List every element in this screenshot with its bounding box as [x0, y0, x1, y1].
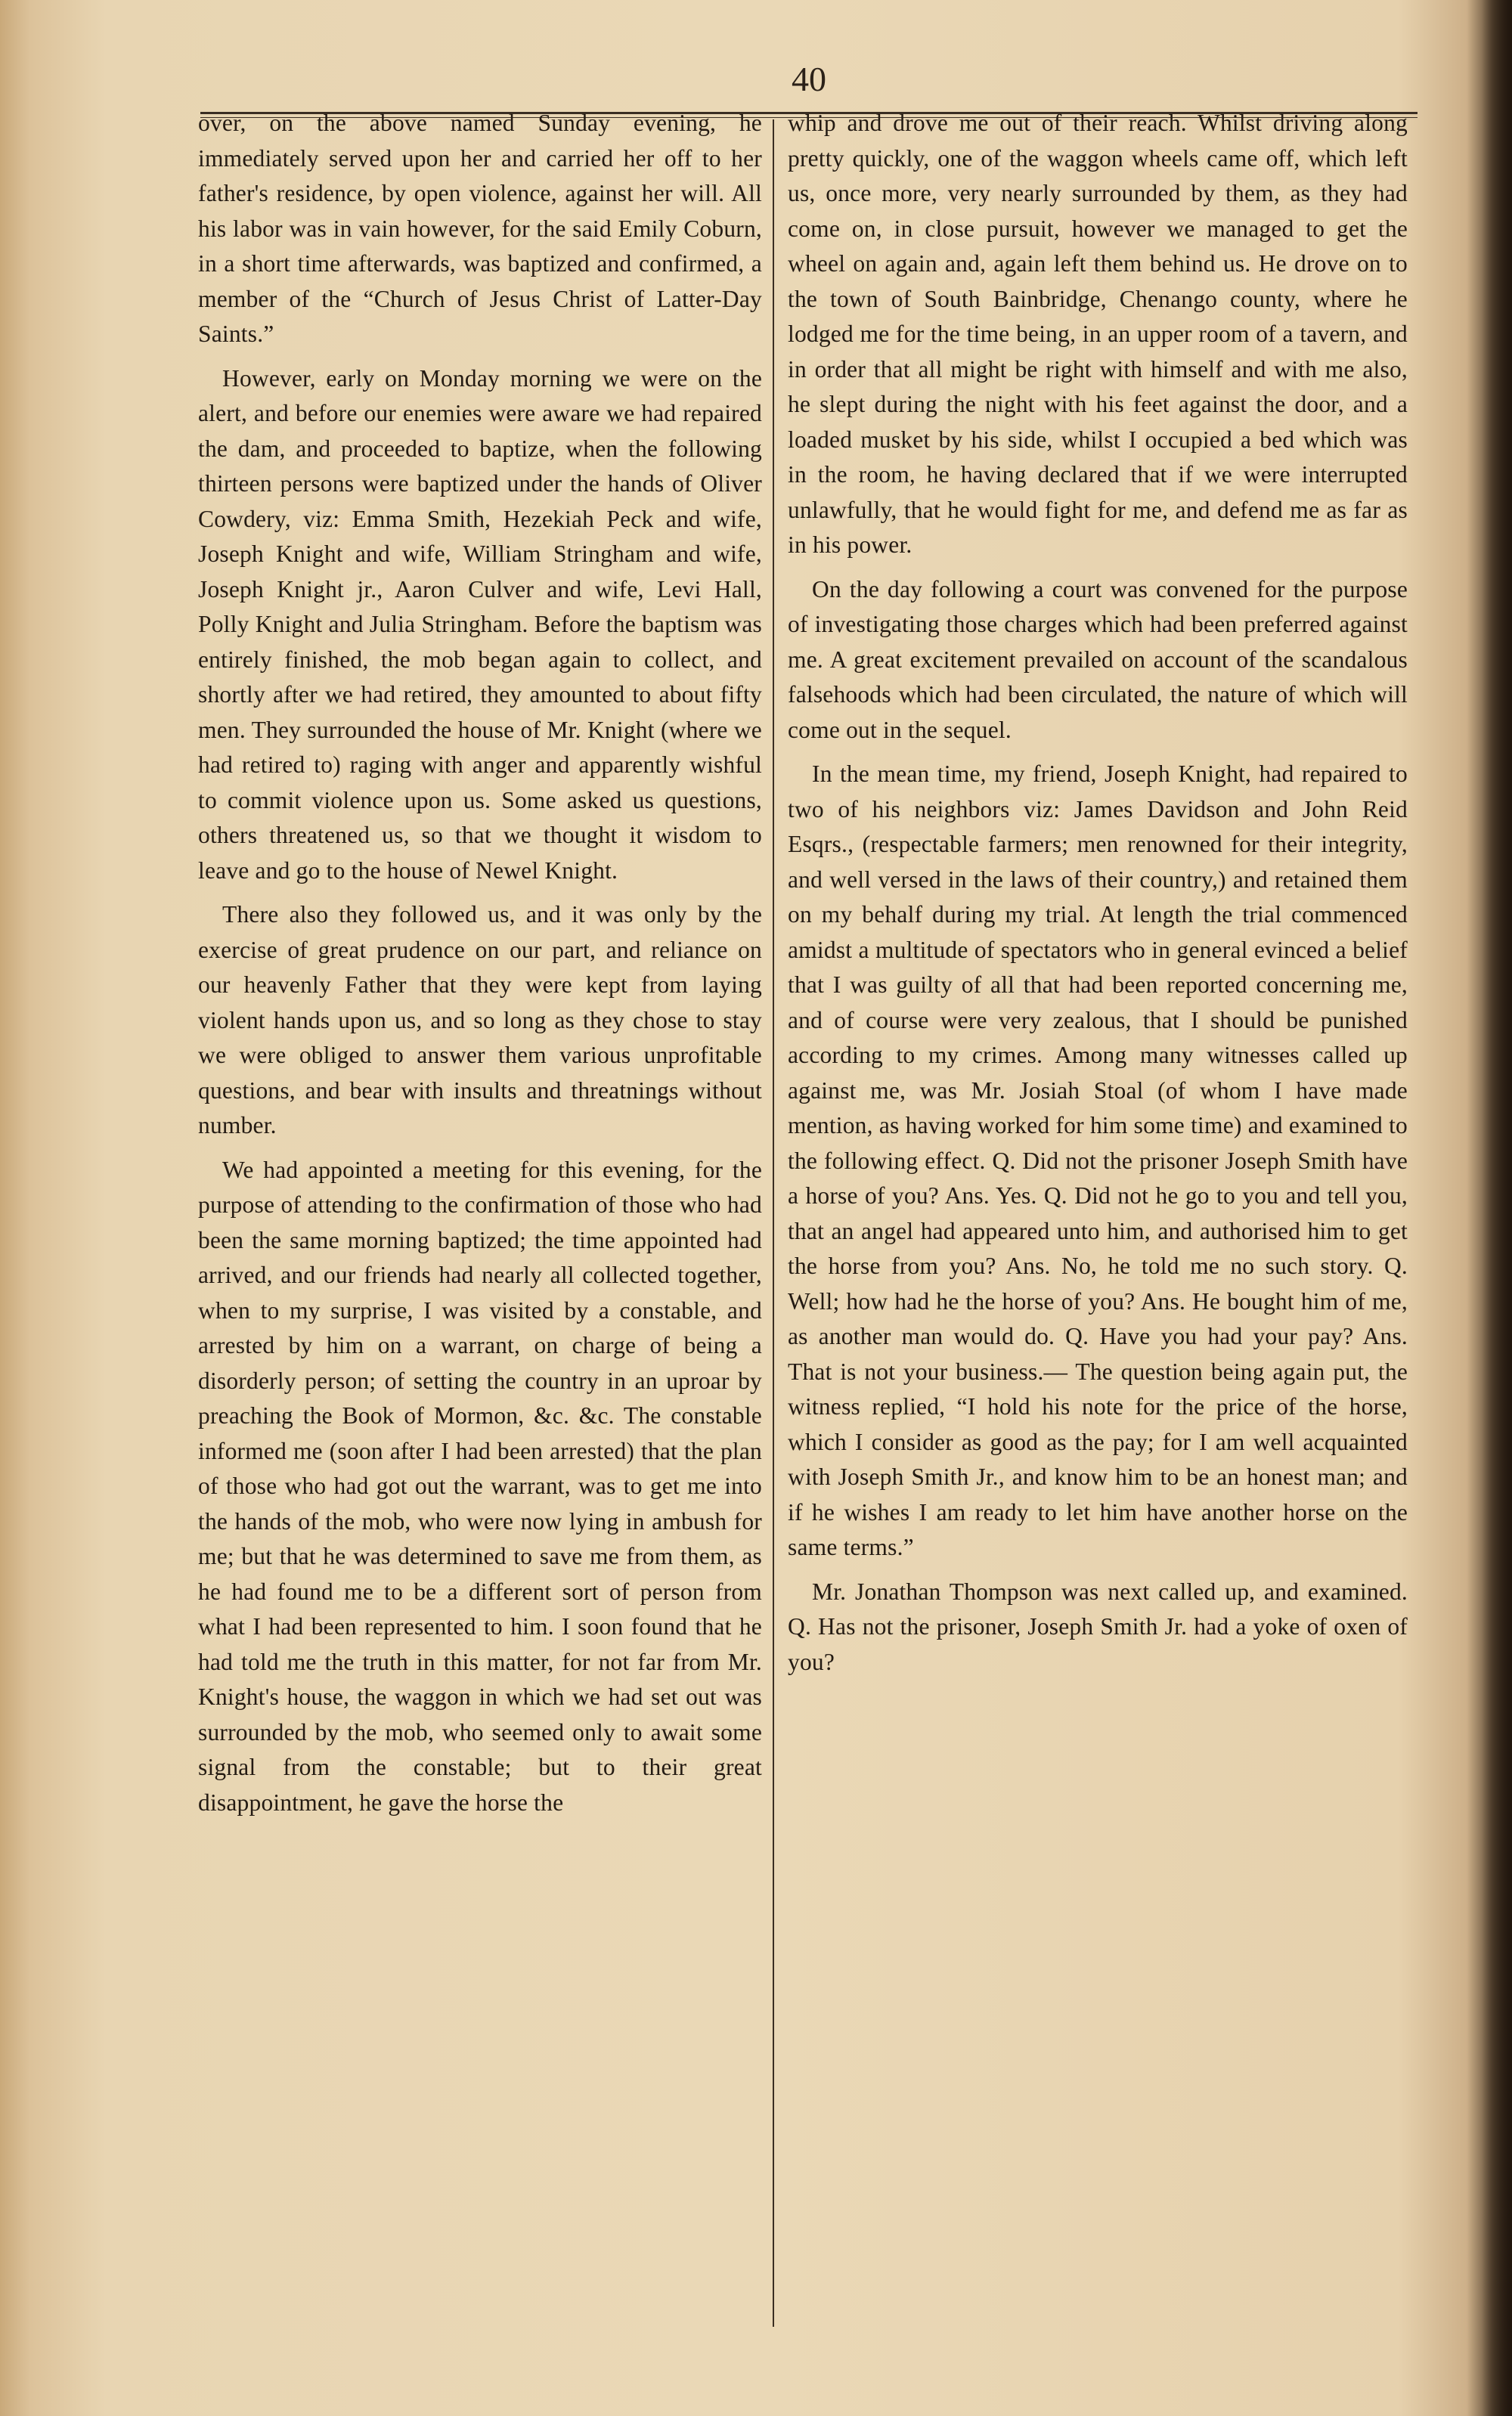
right-paragraph-2: On the day following a court was convened for the purpose of investigating those charges which had been preferred against me. A great excitement prevailed on account of the scandalous falsehoods which had been circulated, the nature of which will come out in the sequel.	[788, 575, 1408, 743]
left-paragraph-2: However, early on Monday morning we were on the alert, and before our enemies were aware we had repaired the dam, and proceeded to baptize, when the following thirteen persons were baptized under the hands of Oliver Cowdery, viz: Emma Smith, Hezekiah Peck and wife, Joseph Knight and wife, William Stringham and wife, Joseph Knight jr., Aaron Culver and wife, Levi Hall, Polly Knight and Julia Stringham. Before the baptism was entirely finished, the mob began again to collect, and shortly after we had retired, they amounted to about fifty men. They surrounded the house of Mr. Knight (where we had retired to) raging with anger and apparently wishful to commit violence upon us. Some asked us questions, others threatened us, so that we thought it wisdom to leave and go to the house of Newel Knight.	[198, 364, 762, 884]
left-paragraph-3: There also they followed us, and it was only by the exercise of great prudence on our part, and reliance on our heavenly Father that they were kept from laying violent hands upon us, and so long as they chose to stay we were obliged to answer them various unprofitable questions, and bear with insults and threatnings without number.	[198, 901, 762, 1138]
left-column	[198, 106, 762, 1829]
left-paragraph-4: We had appointed a meeting for this evening, for the purpose of attending to the confirmation of those who had been the same morning baptized; the time appointed had arrived, and our friends had nearly all collected together, when to my surprise, I was visited by a constable, and arrested by him on a warrant, on charge of being a disorderly person; of setting the country in an uproar by preaching the Book of Mormon, &c. &c. The constable informed me (soon after I had been arrested) that the plan of those who had got out the warrant, was to get me into the hands of the mob, who were now lying in ambush for me; but that he was determined to save me from them, as he had found me to be a different sort of person from what I had been represented to him. I soon found that he had told me the truth in this matter, for not far from Mr. Knight's house, the waggon in which we had set out was surrounded by the mob, who seemed only to await some signal from the constable; but to their great disappointment, he gave the horse the	[198, 1156, 762, 1816]
column-divider	[773, 119, 774, 2327]
left-paragraph-1: over, on the above named Sunday evening, he immediately served upon her and carried her off to her father's residence, by open violence, against her will. All his labor was in vain however, for the said Emily Coburn, in a short time afterwards, was baptized and confirmed, a member of the “Church of Jesus Christ of Latter-Day Saints.”	[198, 110, 762, 347]
binding-gutter	[1482, 0, 1512, 2416]
right-paragraph-3: In the mean time, my friend, Joseph Knight, had repaired to two of his neighbors viz: James Davidson and John Reid Esqrs., (respectable farmers; men renowned for their integrity, and well versed in the laws of their country,) and retained them on my behalf during my trial. At length the trial commenced amidst a multitude of spectators who in general evinced a belief that I was guilty of all that had been reported concerning me, and of course were very zealous, that I should be punished according to my crimes. Among many witnesses called up against me, was Mr. Josiah Stoal (of whom I have made mention, as having worked for him some time) and examined to the following effect. Q. Did not the prisoner Joseph Smith have a horse of you? Ans. Yes. Q. Did not he go to you and tell you, that an angel had appeared unto him, and authorised him to get the horse from you? Ans. No, he told me no such story. Q. Well; how had he the horse of you? Ans. He bought him of me, as another man would do. Q. Have you had your pay? Ans. That is not your business.— The question being again put, the witness replied, “I hold his note for the price of the horse, which I consider as good as the pay; for I am well acquainted with Joseph Smith Jr., and know him to be an honest man; and if he wishes I am ready to let him have another horse on the same terms.”	[788, 760, 1408, 1560]
right-paragraph-1: whip and drove me out of their reach. Whilst driving along pretty quickly, one of the waggon wheels came off, which left us, once more, very nearly surrounded by them, as they had come on, in close pursuit, however we managed to get the wheel on again and, again left them behind us. He drove on to the town of South Bainbridge, Chenango county, where he lodged me for the time being, in an upper room of a tavern, and in order that all might be right with himself and with me also, he slept during the night with his feet against the door, and a loaded musket by his side, whilst I occupied a bed which was in the room, he having declared that if we were interrupted unlawfully, that he would fight for me, and defend me as far as in his power.	[788, 110, 1408, 558]
page-number: 40	[792, 60, 826, 98]
right-column	[788, 106, 1408, 1689]
right-paragraph-4: Mr. Jonathan Thompson was next called up, and examined. Q. Has not the prisoner, Joseph Smith Jr. had a yoke of oxen of you?	[788, 1578, 1408, 1675]
